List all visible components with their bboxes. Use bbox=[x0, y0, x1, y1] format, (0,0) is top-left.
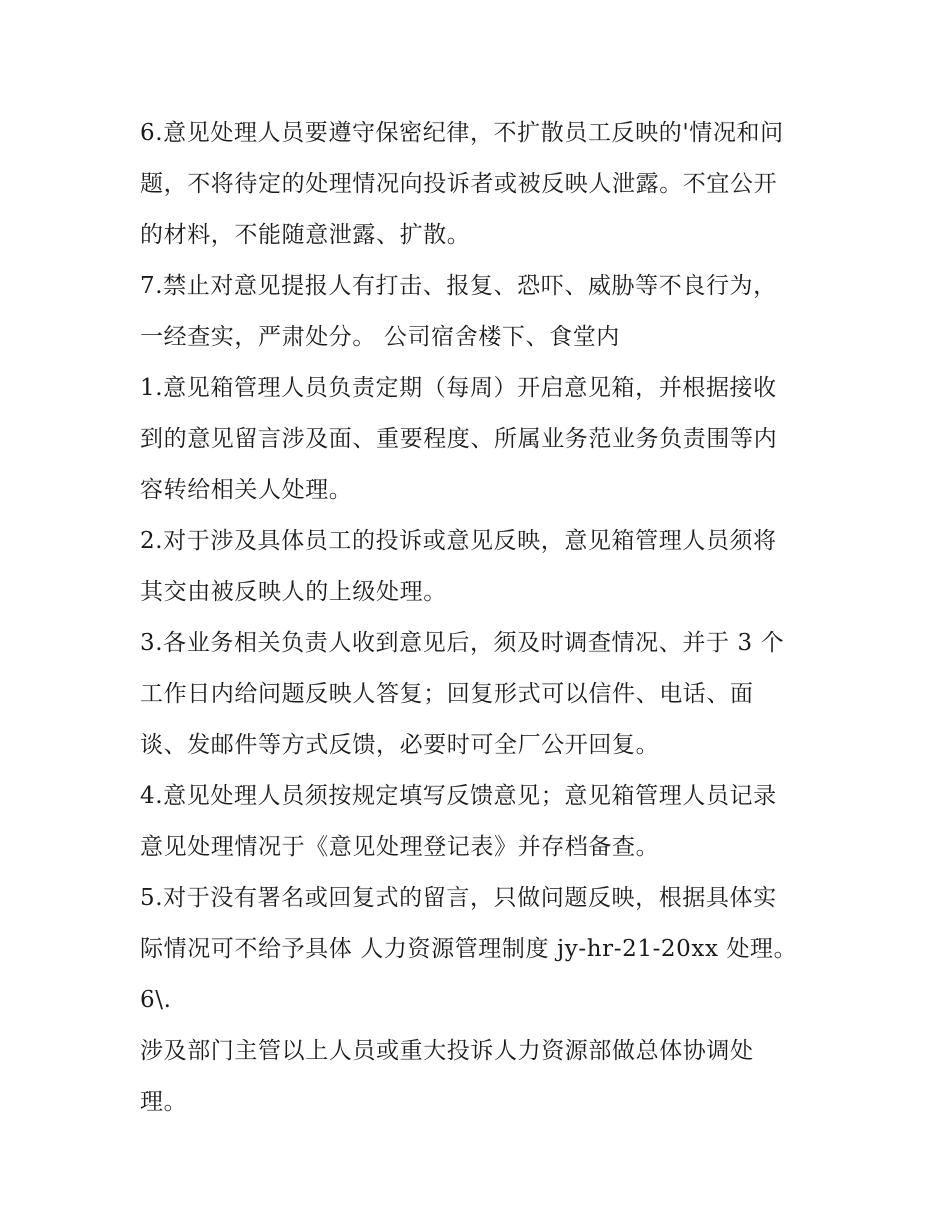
document-body bbox=[140, 108, 820, 1128]
text-line: 谈、发邮件等方式反馈，必要时可全厂公开回复。 bbox=[140, 732, 660, 758]
text-line: 5.对于没有署名或回复式的留言，只做问题反映，根据具体实 bbox=[140, 885, 777, 911]
text-line: 其交由被反映人的上级处理。 bbox=[140, 579, 447, 605]
text-line: 际情况可不给予具体 人力资源管理制度 jy-hr-21-20xx 处理。 bbox=[140, 936, 798, 962]
text-line: 的材料，不能随意泄露、扩散。 bbox=[140, 222, 471, 248]
text-line: 题，不将待定的处理情况向投诉者或被反映人泄露。不宜公开 bbox=[140, 171, 778, 197]
text-line: 工作日内给问题反映人答复；回复形式可以信件、电话、面 bbox=[140, 681, 754, 707]
text-line: 6\. bbox=[140, 987, 172, 1013]
text-line: 3.各业务相关负责人收到意见后，须及时调查情况、并于 3 个 bbox=[140, 630, 785, 656]
text-line: 一经查实，严肃处分。 公司宿舍楼下、食堂内 bbox=[140, 324, 620, 350]
text-line: 6.意见处理人员要遵守保密纪律，不扩散员工反映的'情况和问 bbox=[140, 120, 784, 146]
text-line: 4.意见处理人员须按规定填写反馈意见；意见箱管理人员记录 bbox=[140, 783, 777, 809]
text-line: 涉及部门主管以上人员或重大投诉人力资源部做总体协调处 bbox=[140, 1038, 754, 1064]
text-line: 理。 bbox=[140, 1089, 188, 1115]
text-line: 1.意见箱管理人员负责定期（每周）开启意见箱，并根据接收 bbox=[140, 375, 777, 401]
text-line: 2.对于涉及具体员工的投诉或意见反映，意见箱管理人员须将 bbox=[140, 528, 777, 554]
text-line: 容转给相关人处理。 bbox=[140, 477, 353, 503]
text-line: 7.禁止对意见提报人有打击、报复、恐吓、威胁等不良行为， bbox=[140, 273, 777, 299]
text-line: 意见处理情况于《意见处理登记表》并存档备查。 bbox=[140, 834, 660, 860]
text-line: 到的意见留言涉及面、重要程度、所属业务范业务负责围等内 bbox=[140, 426, 778, 452]
